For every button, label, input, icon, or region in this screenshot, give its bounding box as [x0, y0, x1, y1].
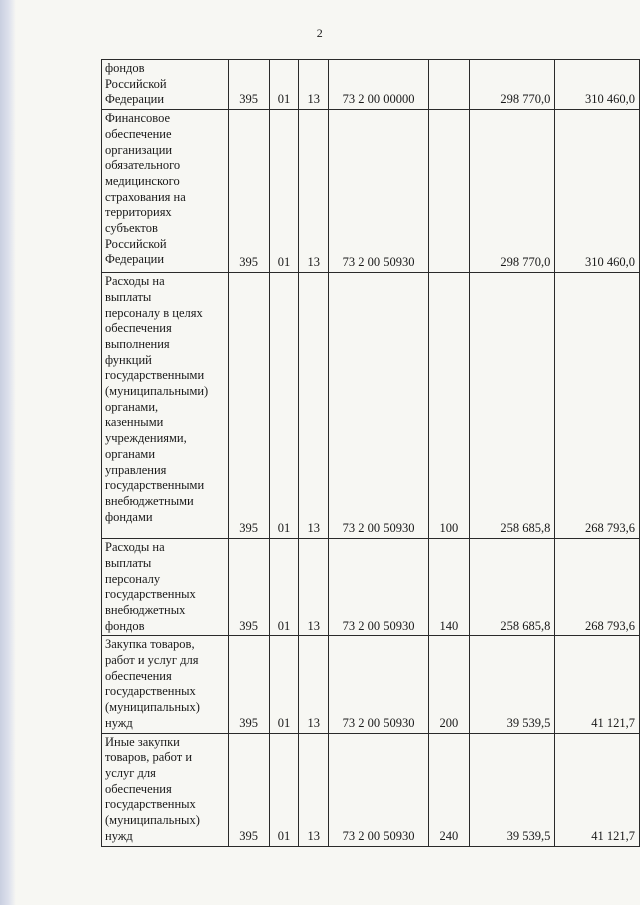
- section-code-cell: 01: [269, 733, 299, 846]
- admin-code-cell: 395: [228, 733, 269, 846]
- expense-type-cell: [428, 60, 469, 110]
- table-row: [102, 60, 640, 110]
- expense-type-cell: 200: [428, 636, 469, 733]
- admin-code-cell: 395: [228, 539, 269, 636]
- subsection-code-cell: 13: [299, 636, 329, 733]
- amount-year-1-cell: 39 539,5: [469, 636, 555, 733]
- table-body: [102, 60, 640, 847]
- table-row: [102, 110, 640, 273]
- scan-edge-shadow: [0, 0, 16, 905]
- subsection-code-cell: 13: [299, 110, 329, 273]
- amount-year-2-cell: 268 793,6: [555, 273, 640, 539]
- section-code-cell: 01: [269, 60, 299, 110]
- row-name-cell: Закупка товаров, работ и услуг для обеспечения государственных (муниципальных) нужд: [102, 636, 229, 733]
- expense-type-cell: 240: [428, 733, 469, 846]
- row-name-cell: Расходы на выплаты персоналу государственных внебюджетных фондов: [102, 539, 229, 636]
- amount-year-2-cell: 310 460,0: [555, 60, 640, 110]
- amount-year-2-cell: 41 121,7: [555, 733, 640, 846]
- amount-year-2-cell: 41 121,7: [555, 636, 640, 733]
- section-code-cell: 01: [269, 539, 299, 636]
- amount-year-1-cell: 39 539,5: [469, 733, 555, 846]
- admin-code-cell: 395: [228, 110, 269, 273]
- section-code-cell: 01: [269, 636, 299, 733]
- admin-code-cell: 395: [228, 636, 269, 733]
- budget-table: [101, 59, 640, 847]
- expense-type-cell: 140: [428, 539, 469, 636]
- admin-code-cell: 395: [228, 60, 269, 110]
- section-code-cell: 01: [269, 273, 299, 539]
- subsection-code-cell: 13: [299, 60, 329, 110]
- row-name-cell: Финансовое обеспечение организации обязательного медицинского страхования на территориях субъектов Российской Федерации: [102, 110, 229, 273]
- target-article-cell: 73 2 00 00000: [329, 60, 429, 110]
- table-row: [102, 636, 640, 733]
- expense-type-cell: [428, 110, 469, 273]
- section-code-cell: 01: [269, 110, 299, 273]
- target-article-cell: 73 2 00 50930: [329, 636, 429, 733]
- target-article-cell: 73 2 00 50930: [329, 733, 429, 846]
- table-row: [102, 539, 640, 636]
- amount-year-1-cell: 298 770,0: [469, 60, 555, 110]
- table-row: [102, 733, 640, 846]
- table-row: [102, 273, 640, 539]
- target-article-cell: 73 2 00 50930: [329, 273, 429, 539]
- row-name-cell: Расходы на выплаты персоналу в целях обеспечения выполнения функций государственными (муниципальными) органами, казенными учреждениями, органами управления государственными внебюджетными фондами: [102, 273, 229, 539]
- amount-year-1-cell: 298 770,0: [469, 110, 555, 273]
- amount-year-2-cell: 268 793,6: [555, 539, 640, 636]
- target-article-cell: 73 2 00 50930: [329, 539, 429, 636]
- subsection-code-cell: 13: [299, 733, 329, 846]
- admin-code-cell: 395: [228, 273, 269, 539]
- expense-type-cell: 100: [428, 273, 469, 539]
- amount-year-1-cell: 258 685,8: [469, 273, 555, 539]
- subsection-code-cell: 13: [299, 539, 329, 636]
- amount-year-1-cell: 258 685,8: [469, 539, 555, 636]
- subsection-code-cell: 13: [299, 273, 329, 539]
- amount-year-2-cell: 310 460,0: [555, 110, 640, 273]
- page-number: 2: [316, 26, 324, 40]
- row-name-cell: фондов Российской Федерации: [102, 60, 229, 110]
- row-name-cell: Иные закупки товаров, работ и услуг для обеспечения государственных (муниципальных) нужд: [102, 733, 229, 846]
- target-article-cell: 73 2 00 50930: [329, 110, 429, 273]
